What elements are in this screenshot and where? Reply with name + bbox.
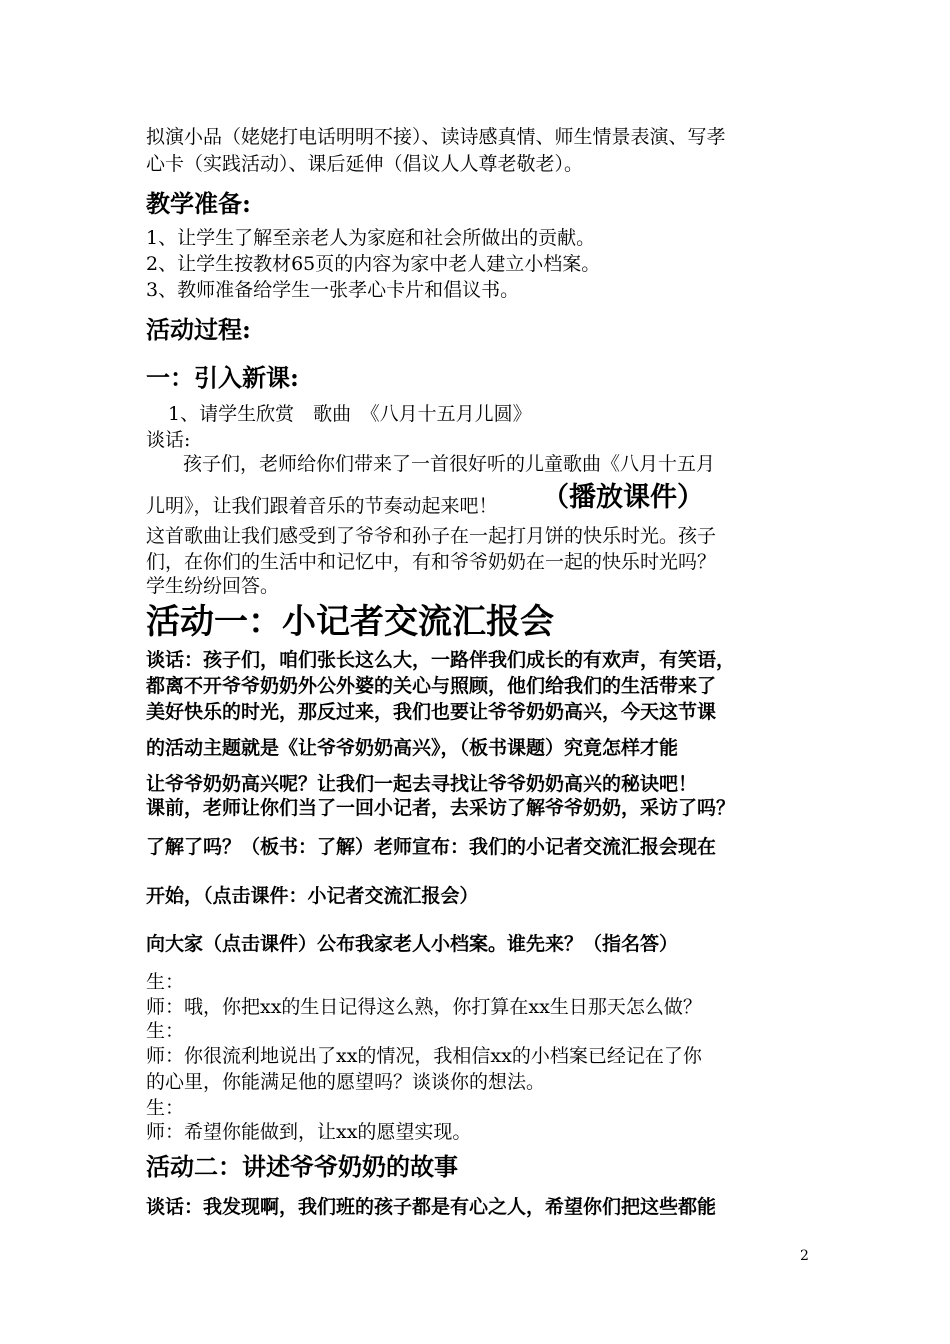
dialogue-line: 师：希望你能做到，让xx的愿望实现。: [146, 1121, 472, 1143]
dialogue-line: 的心里，你能满足他的愿望吗？谈谈你的想法。: [146, 1071, 546, 1093]
section-heading-process: 活动过程:: [146, 315, 251, 344]
paragraph-line: 这首歌曲让我们感受到了爷爷和孙子在一起打月饼的快乐时光。孩子: [146, 525, 717, 547]
paragraph-line: 课前，老师让你们当了一回小记者，去采访了解爷爷奶奶，采访了吗？: [146, 797, 736, 819]
paragraph-line: 让爷爷奶奶高兴呢？让我们一起去寻找让爷爷奶奶高兴的秘诀吧！: [146, 773, 698, 795]
list-item: 1、让学生了解至亲老人为家庭和社会所做出的贡献。: [146, 227, 596, 249]
paragraph-line: 儿明》，让我们跟着音乐的节奏动起来吧！: [146, 495, 498, 517]
paragraph-line: 开始，（点击课件：小记者交流汇报会）: [146, 885, 479, 907]
paragraph-line: 谈话:: [146, 429, 191, 451]
paragraph-line: 孩子们，老师给你们带来了一首很好听的儿童歌曲《八月十五月: [183, 453, 716, 475]
dialogue-line: 生：: [146, 1020, 185, 1042]
paragraph-line: 们，在你们的生活中和记忆中，有和爷爷奶奶在一起的快乐时光吗？: [146, 551, 717, 573]
paragraph-line: 谈话：我发现啊，我们班的孩子都是有心之人，希望你们把这些都能: [146, 1196, 717, 1218]
paragraph-line: 美好快乐的时光，那反过来，我们也要让爷爷奶奶高兴，今天这节课: [146, 701, 717, 723]
courseware-note: （播放课件）: [542, 482, 704, 513]
paragraph-line: 都离不开爷爷奶奶外公外婆的关心与照顾，他们给我们的生活带来了: [146, 675, 717, 697]
dialogue-line: 生：: [146, 971, 185, 993]
dialogue-line: 师：你很流利地说出了xx的情况，我相信xx的小档案已经记在了你: [146, 1045, 702, 1067]
page-number: 2: [800, 1248, 809, 1264]
section-heading-activity-one: 活动一：小记者交流汇报会: [146, 602, 554, 642]
section-heading-intro: 一：引入新课:: [146, 363, 299, 392]
paragraph-line: 向大家（点击课件）公布我家老人小档案。谁先来？（指名答）: [146, 933, 679, 955]
section-heading-activity-two: 活动二：讲述爷爷奶奶的故事: [146, 1152, 458, 1181]
paragraph-line: 学生纷纷回答。: [146, 575, 280, 597]
dialogue-line: 生：: [146, 1097, 185, 1119]
paragraph-line: 的活动主题就是《让爷爷奶奶高兴》，（板书课题）究竟怎样才能: [146, 737, 679, 759]
paragraph-line: 心卡（实践活动）、课后延伸（倡议人人尊老敬老）。: [146, 153, 584, 175]
list-item: 3、教师准备给学生一张孝心卡片和倡议书。: [146, 279, 520, 301]
paragraph-line: 拟演小品（姥姥打电话明明不接）、读诗感真情、师生情景表演、写孝: [146, 126, 726, 148]
section-heading-preparation: 教学准备:: [146, 189, 251, 218]
dialogue-line: 师：哦，你把xx的生日记得这么熟，你打算在xx生日那天怎么做？: [146, 996, 702, 1018]
list-item: 2、让学生按教材65页的内容为家中老人建立小档案。: [146, 253, 601, 275]
list-item: 1、请学生欣赏 歌曲 《八月十五月儿圆》: [168, 403, 532, 425]
paragraph-line: 了解了吗？（板书：了解）老师宣布：我们的小记者交流汇报会现在: [146, 836, 717, 858]
paragraph-line: 谈话：孩子们，咱们张长这么大，一路伴我们成长的有欢声，有笑语，: [146, 649, 736, 671]
